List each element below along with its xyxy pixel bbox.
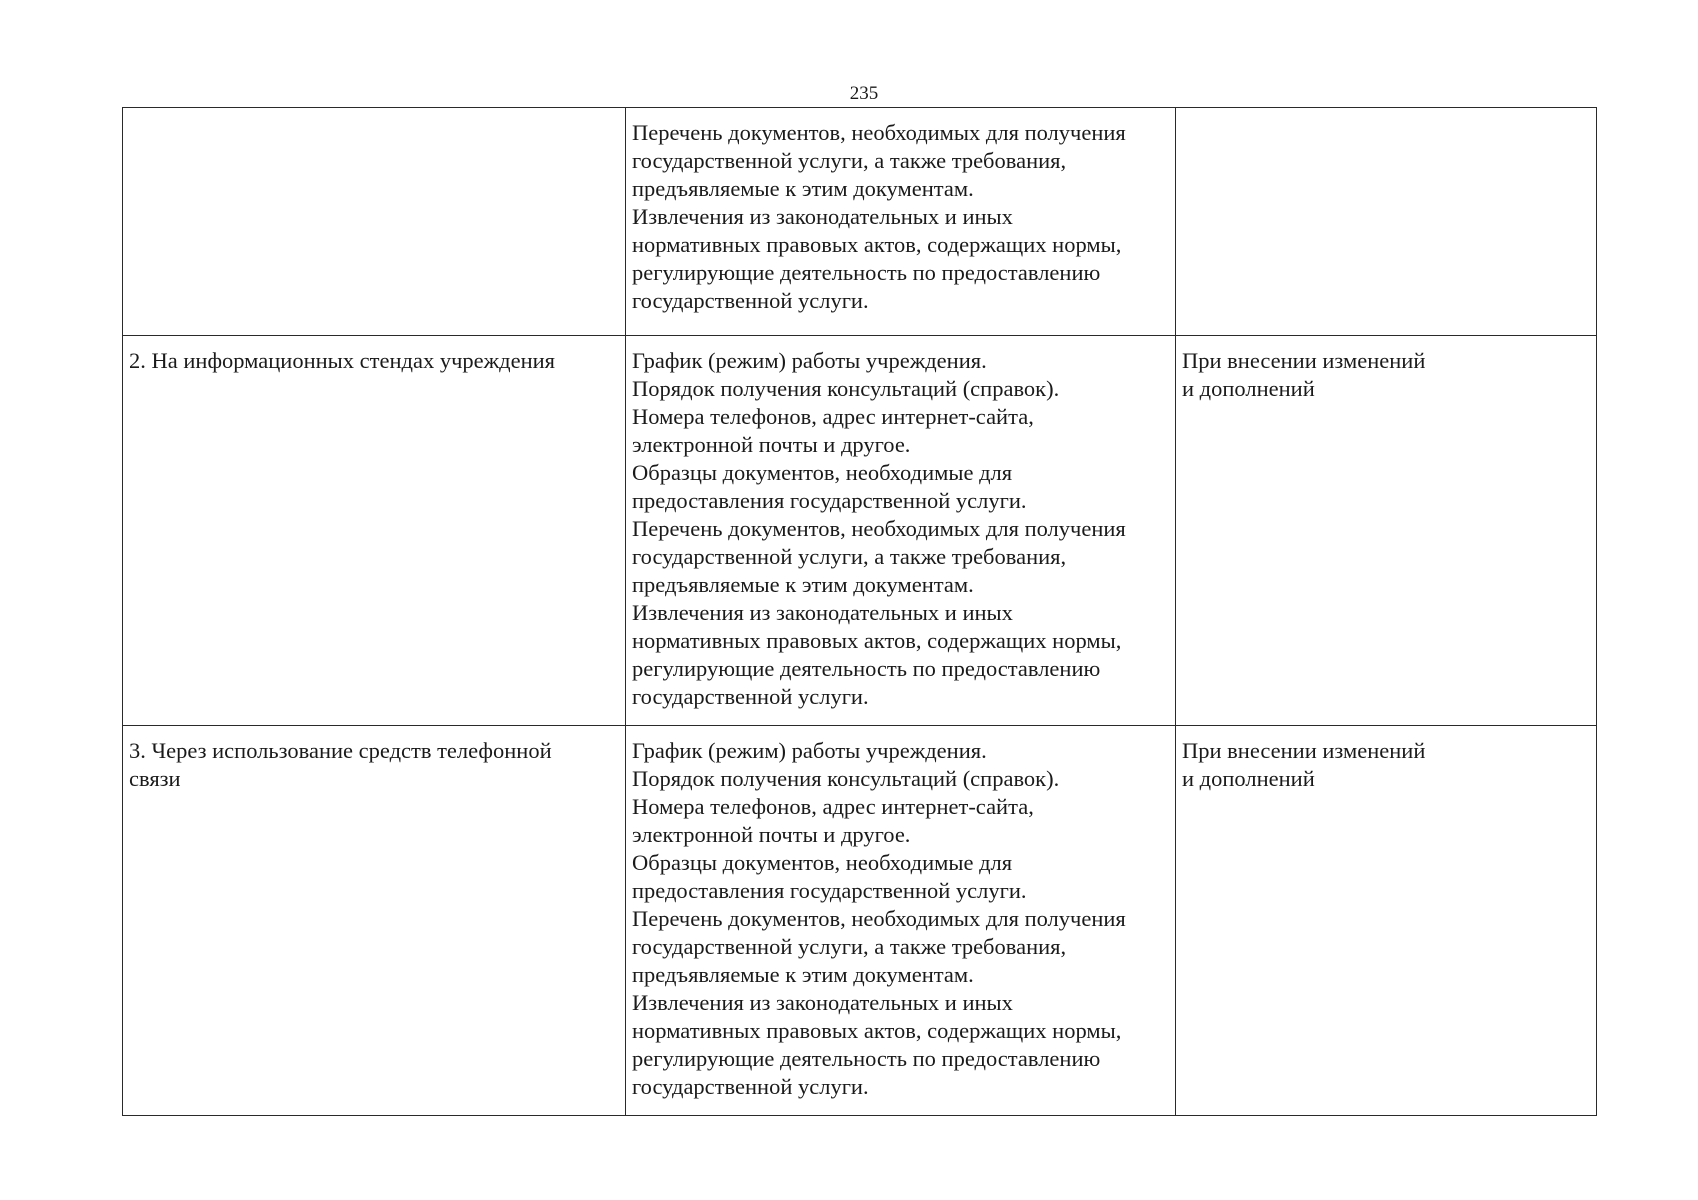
page-number xyxy=(0,84,1698,104)
content-text: График (режим) работы учреждения. Порядок получения консультаций (справок). Номера телефонов, адрес интернет-сайта, электронной почты и другое. Образцы документов, необходимые для предоставления государственной услуги. Перечень документов, необходимых для получения государственной услуги, а также требования, предъявляемые к этим документам. Извлечения из законодательных и иных нормативных правовых актов, содержащих нормы, регулирующие деятельность по предоставлению государственной услуги. xyxy=(632,348,1126,709)
table-row xyxy=(123,726,1597,1116)
table-row xyxy=(123,336,1597,726)
method-cell xyxy=(123,726,626,1116)
update-cell xyxy=(1176,726,1597,1116)
update-text: При внесении изменений и дополнений xyxy=(1182,348,1426,401)
page-number-text: 235 xyxy=(849,83,879,104)
update-cell xyxy=(1176,336,1597,726)
update-text: При внесении изменений и дополнений xyxy=(1182,738,1426,791)
content-cell xyxy=(626,726,1176,1116)
table-row xyxy=(123,108,1597,336)
information-table xyxy=(122,107,1597,1116)
content-cell xyxy=(626,108,1176,336)
method-text: 3. Через использование средств телефонной связи xyxy=(129,738,552,791)
content-text: Перечень документов, необходимых для получения государственной услуги, а также требования, предъявляемые к этим документам. Извлечения из законодательных и иных нормативных правовых актов, содержащих нормы, регулирующие деятельность по предоставлению государственной услуги. xyxy=(632,120,1126,313)
method-cell xyxy=(123,336,626,726)
content-text: График (режим) работы учреждения. Порядок получения консультаций (справок). Номера телефонов, адрес интернет-сайта, электронной почты и другое. Образцы документов, необходимые для предоставления государственной услуги. Перечень документов, необходимых для получения государственной услуги, а также требования, предъявляемые к этим документам. Извлечения из законодательных и иных нормативных правовых актов, содержащих нормы, регулирующие деятельность по предоставлению государственной услуги. xyxy=(632,738,1126,1099)
update-cell xyxy=(1176,108,1597,336)
content-cell xyxy=(626,336,1176,726)
method-text: 2. На информационных стендах учреждения xyxy=(129,348,556,373)
method-cell xyxy=(123,108,626,336)
